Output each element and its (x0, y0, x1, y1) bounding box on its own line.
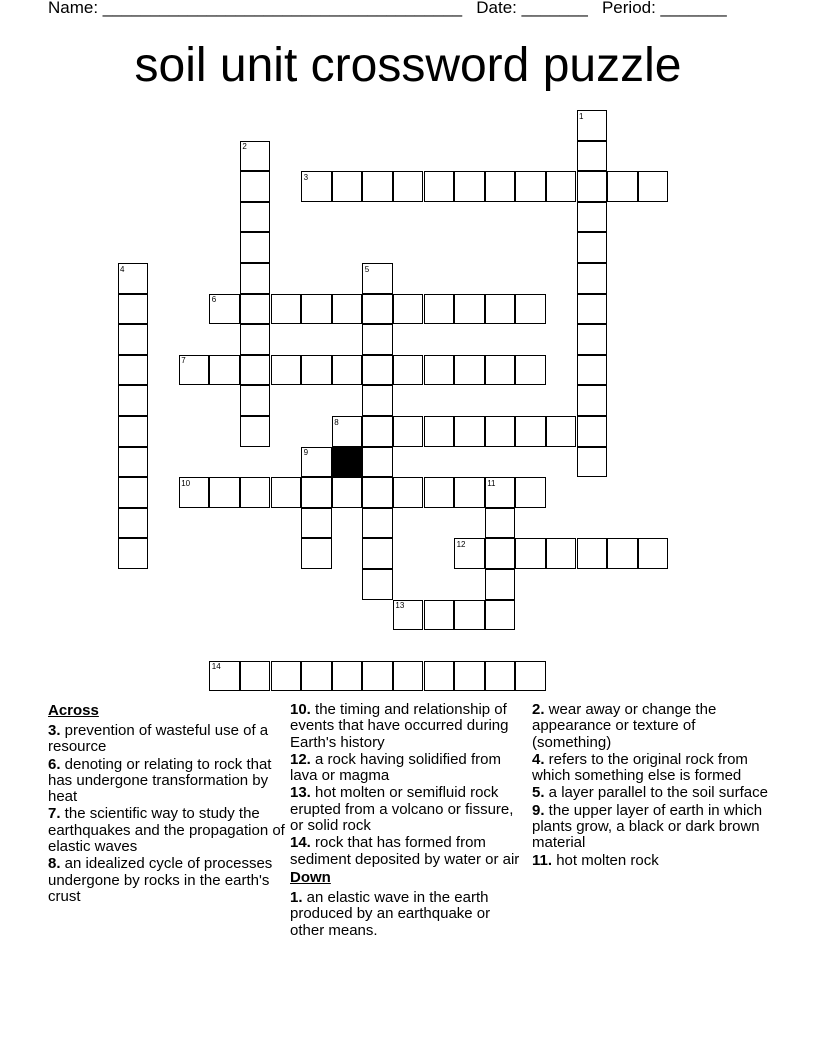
crossword-cell[interactable] (424, 600, 455, 631)
crossword-cell[interactable] (577, 385, 608, 416)
crossword-cell[interactable] (515, 171, 546, 202)
crossword-cell[interactable] (577, 232, 608, 263)
crossword-cell[interactable] (240, 661, 271, 692)
crossword-cell[interactable] (301, 355, 332, 386)
crossword-cell[interactable] (393, 477, 424, 508)
crossword-cell[interactable] (515, 538, 546, 569)
clue-across-7: 7. the scientific way to study the earthquakes and the propagation of elastic waves (48, 805, 285, 856)
crossword-cell[interactable] (332, 416, 363, 447)
clue-down-11: 11. hot molten rock (532, 851, 659, 869)
crossword-cell[interactable] (179, 477, 210, 508)
crossword-cell[interactable] (577, 355, 608, 386)
clue-number-9: 9 (303, 448, 309, 458)
crossword-cell[interactable] (424, 355, 455, 386)
crossword-cell[interactable] (118, 477, 149, 508)
crossword-cell[interactable] (301, 508, 332, 539)
crossword-cell[interactable] (393, 355, 424, 386)
crossword-cell[interactable] (485, 416, 516, 447)
black-cell (332, 447, 363, 478)
crossword-cell[interactable] (577, 263, 608, 294)
clue-number-14: 14 (211, 662, 221, 672)
crossword-cell[interactable] (118, 324, 149, 355)
crossword-cell[interactable] (515, 355, 546, 386)
down-heading: Down (290, 868, 331, 886)
crossword-cell[interactable] (424, 661, 455, 692)
crossword-cell[interactable] (424, 171, 455, 202)
clue-down-1: 1. an elastic wave in the earth produced by an earthquake or other means. (290, 888, 491, 939)
clue-number-2: 2 (242, 142, 247, 152)
name-field[interactable]: Name: ______________________________________ (48, 0, 463, 17)
crossword-cell[interactable] (240, 141, 271, 172)
crossword-cell[interactable] (209, 355, 240, 386)
crossword-cell[interactable] (607, 538, 638, 569)
crossword-cell[interactable] (393, 661, 424, 692)
crossword-cell[interactable] (577, 324, 608, 355)
crossword-cell[interactable] (240, 355, 271, 386)
crossword-cell[interactable] (332, 355, 363, 386)
crossword-cell[interactable] (515, 477, 546, 508)
crossword-cell[interactable] (118, 294, 149, 325)
clue-down-5: 5. a layer parallel to the soil surface (532, 784, 768, 802)
crossword-cell[interactable] (271, 355, 302, 386)
crossword-cell[interactable] (515, 294, 546, 325)
crossword-cell[interactable] (301, 447, 332, 478)
crossword-cell[interactable] (118, 355, 149, 386)
crossword-cell[interactable] (362, 447, 393, 478)
clue-number-6: 6 (211, 295, 217, 305)
clue-number-7: 7 (181, 356, 186, 366)
date-field[interactable]: Date: _______ (476, 0, 588, 17)
crossword-cell[interactable] (454, 600, 485, 631)
crossword-cell[interactable] (271, 661, 302, 692)
crossword-cell[interactable] (332, 661, 363, 692)
crossword-cell[interactable] (271, 477, 302, 508)
crossword-cell[interactable] (577, 110, 608, 141)
clue-number-10: 10 (181, 478, 191, 488)
crossword-cell[interactable] (240, 324, 271, 355)
clue-down-9: 9. the upper layer of earth in which plants grow, a black or dark brown material (532, 801, 763, 852)
clue-number-13: 13 (395, 601, 405, 611)
crossword-cell[interactable] (393, 171, 424, 202)
clue-down-2: 2. wear away or change the appearance or texture of (something) (532, 701, 717, 751)
crossword-cell[interactable] (393, 294, 424, 325)
across-heading: Across (48, 702, 99, 719)
page-title: soil unit crossword puzzle (134, 39, 682, 92)
crossword-cell[interactable] (577, 202, 608, 233)
clue-number-5: 5 (364, 264, 370, 274)
crossword-cell[interactable] (209, 477, 240, 508)
crossword-cell[interactable] (485, 661, 516, 692)
crossword-cell[interactable] (271, 294, 302, 325)
crossword-cell[interactable] (240, 416, 271, 447)
crossword-cell[interactable] (485, 171, 516, 202)
crossword-cell[interactable] (454, 416, 485, 447)
crossword-cell[interactable] (454, 538, 485, 569)
clue-across-6: 6. denoting or relating to rock that has undergone transformation by heat (48, 755, 272, 806)
crossword-cell[interactable] (362, 385, 393, 416)
clues-column-3 (532, 702, 770, 870)
crossword-cell[interactable] (301, 661, 332, 692)
crossword-cell[interactable] (485, 477, 516, 508)
crossword-cell[interactable] (454, 477, 485, 508)
crossword-cell[interactable] (118, 263, 149, 294)
crossword-cell[interactable] (362, 294, 393, 325)
crossword-cell[interactable] (240, 477, 271, 508)
crossword-cell[interactable] (332, 294, 363, 325)
crossword-cell[interactable] (393, 416, 424, 447)
crossword-cell[interactable] (485, 538, 516, 569)
clue-across-3: 3. prevention of wasteful use of a resource (48, 722, 269, 756)
crossword-cell[interactable] (454, 355, 485, 386)
crossword-cell[interactable] (515, 416, 546, 447)
period-field[interactable]: Period: _______ (601, 0, 727, 17)
clues-column-2 (290, 702, 528, 940)
crossword-cell[interactable] (179, 355, 210, 386)
crossword-cell[interactable] (485, 355, 516, 386)
crossword-cell[interactable] (118, 538, 149, 569)
crossword-cell[interactable] (240, 385, 271, 416)
crossword-cell[interactable] (240, 263, 271, 294)
crossword-cell[interactable] (362, 508, 393, 539)
clue-number-12: 12 (456, 539, 466, 549)
crossword-cell[interactable] (362, 324, 393, 355)
clue-across-8: 8. an idealized cycle of processes undergone by rocks in the earth's crust (48, 855, 273, 905)
crossword-cell[interactable] (362, 538, 393, 569)
crossword-cell[interactable] (362, 263, 393, 294)
crossword-cell[interactable] (118, 447, 149, 478)
crossword-cell[interactable] (240, 232, 271, 263)
crossword-cell[interactable] (515, 661, 546, 692)
crossword-cell[interactable] (577, 294, 608, 325)
clue-number-1: 1 (579, 111, 584, 121)
crossword-cell[interactable] (577, 416, 608, 447)
crossword-cell[interactable] (485, 569, 516, 600)
clue-down-4: 4. refers to the original rock from which something else is formed (532, 750, 748, 785)
clue-number-4: 4 (120, 264, 125, 274)
crossword-cell[interactable] (362, 355, 393, 386)
clue-across-14: 14. rock that has formed from sediment deposited by water or air (290, 834, 520, 868)
crossword-cell[interactable] (546, 416, 577, 447)
crossword-cell[interactable] (546, 171, 577, 202)
crossword-cell[interactable] (240, 171, 271, 202)
crossword-cell[interactable] (424, 477, 455, 508)
crossword-cell[interactable] (362, 477, 393, 508)
crossword-cell[interactable] (118, 385, 149, 416)
crossword-cell[interactable] (118, 416, 149, 447)
clue-across-13: 13. hot molten or semifluid rock erupted from a volcano or fissure, or solid rock (290, 784, 514, 835)
clue-number-11: 11 (487, 478, 496, 488)
clues-column-1 (48, 702, 286, 906)
crossword-cell[interactable] (577, 141, 608, 172)
crossword-cell[interactable] (607, 171, 638, 202)
crossword-cell[interactable] (362, 171, 393, 202)
clue-across-10: 10. the timing and relationship of events that have occurred during Earth's history (290, 701, 509, 751)
crossword-cell[interactable] (332, 171, 363, 202)
crossword-cell[interactable] (577, 538, 608, 569)
crossword-cell[interactable] (577, 447, 608, 478)
crossword-cell[interactable] (577, 171, 608, 202)
crossword-cell[interactable] (301, 538, 332, 569)
crossword-cell[interactable] (638, 171, 669, 202)
clue-across-12: 12. a rock having solidified from lava or magma (290, 750, 501, 785)
crossword-cell[interactable] (118, 508, 149, 539)
crossword-cell[interactable] (638, 538, 669, 569)
crossword-cell[interactable] (362, 416, 393, 447)
crossword-cell[interactable] (301, 294, 332, 325)
crossword-cell[interactable] (454, 171, 485, 202)
crossword-cell[interactable] (546, 538, 577, 569)
crossword-cell[interactable] (485, 294, 516, 325)
crossword-cell[interactable] (485, 508, 516, 539)
header-fields (48, 0, 727, 18)
crossword-cell[interactable] (301, 171, 332, 202)
crossword-cell[interactable] (240, 294, 271, 325)
crossword-cell[interactable] (424, 416, 455, 447)
clue-number-3: 3 (303, 172, 309, 182)
crossword-cell[interactable] (485, 600, 516, 631)
crossword-cell[interactable] (393, 600, 424, 631)
clue-number-8: 8 (334, 417, 339, 427)
crossword-cell[interactable] (424, 294, 455, 325)
crossword-cell[interactable] (301, 477, 332, 508)
crossword-cell[interactable] (209, 294, 240, 325)
crossword-cell[interactable] (240, 202, 271, 233)
crossword-cell[interactable] (454, 294, 485, 325)
crossword-cell[interactable] (454, 661, 485, 692)
crossword-cell[interactable] (362, 569, 393, 600)
crossword-cell[interactable] (332, 477, 363, 508)
crossword-cell[interactable] (362, 661, 393, 692)
crossword-cell[interactable] (209, 661, 240, 692)
